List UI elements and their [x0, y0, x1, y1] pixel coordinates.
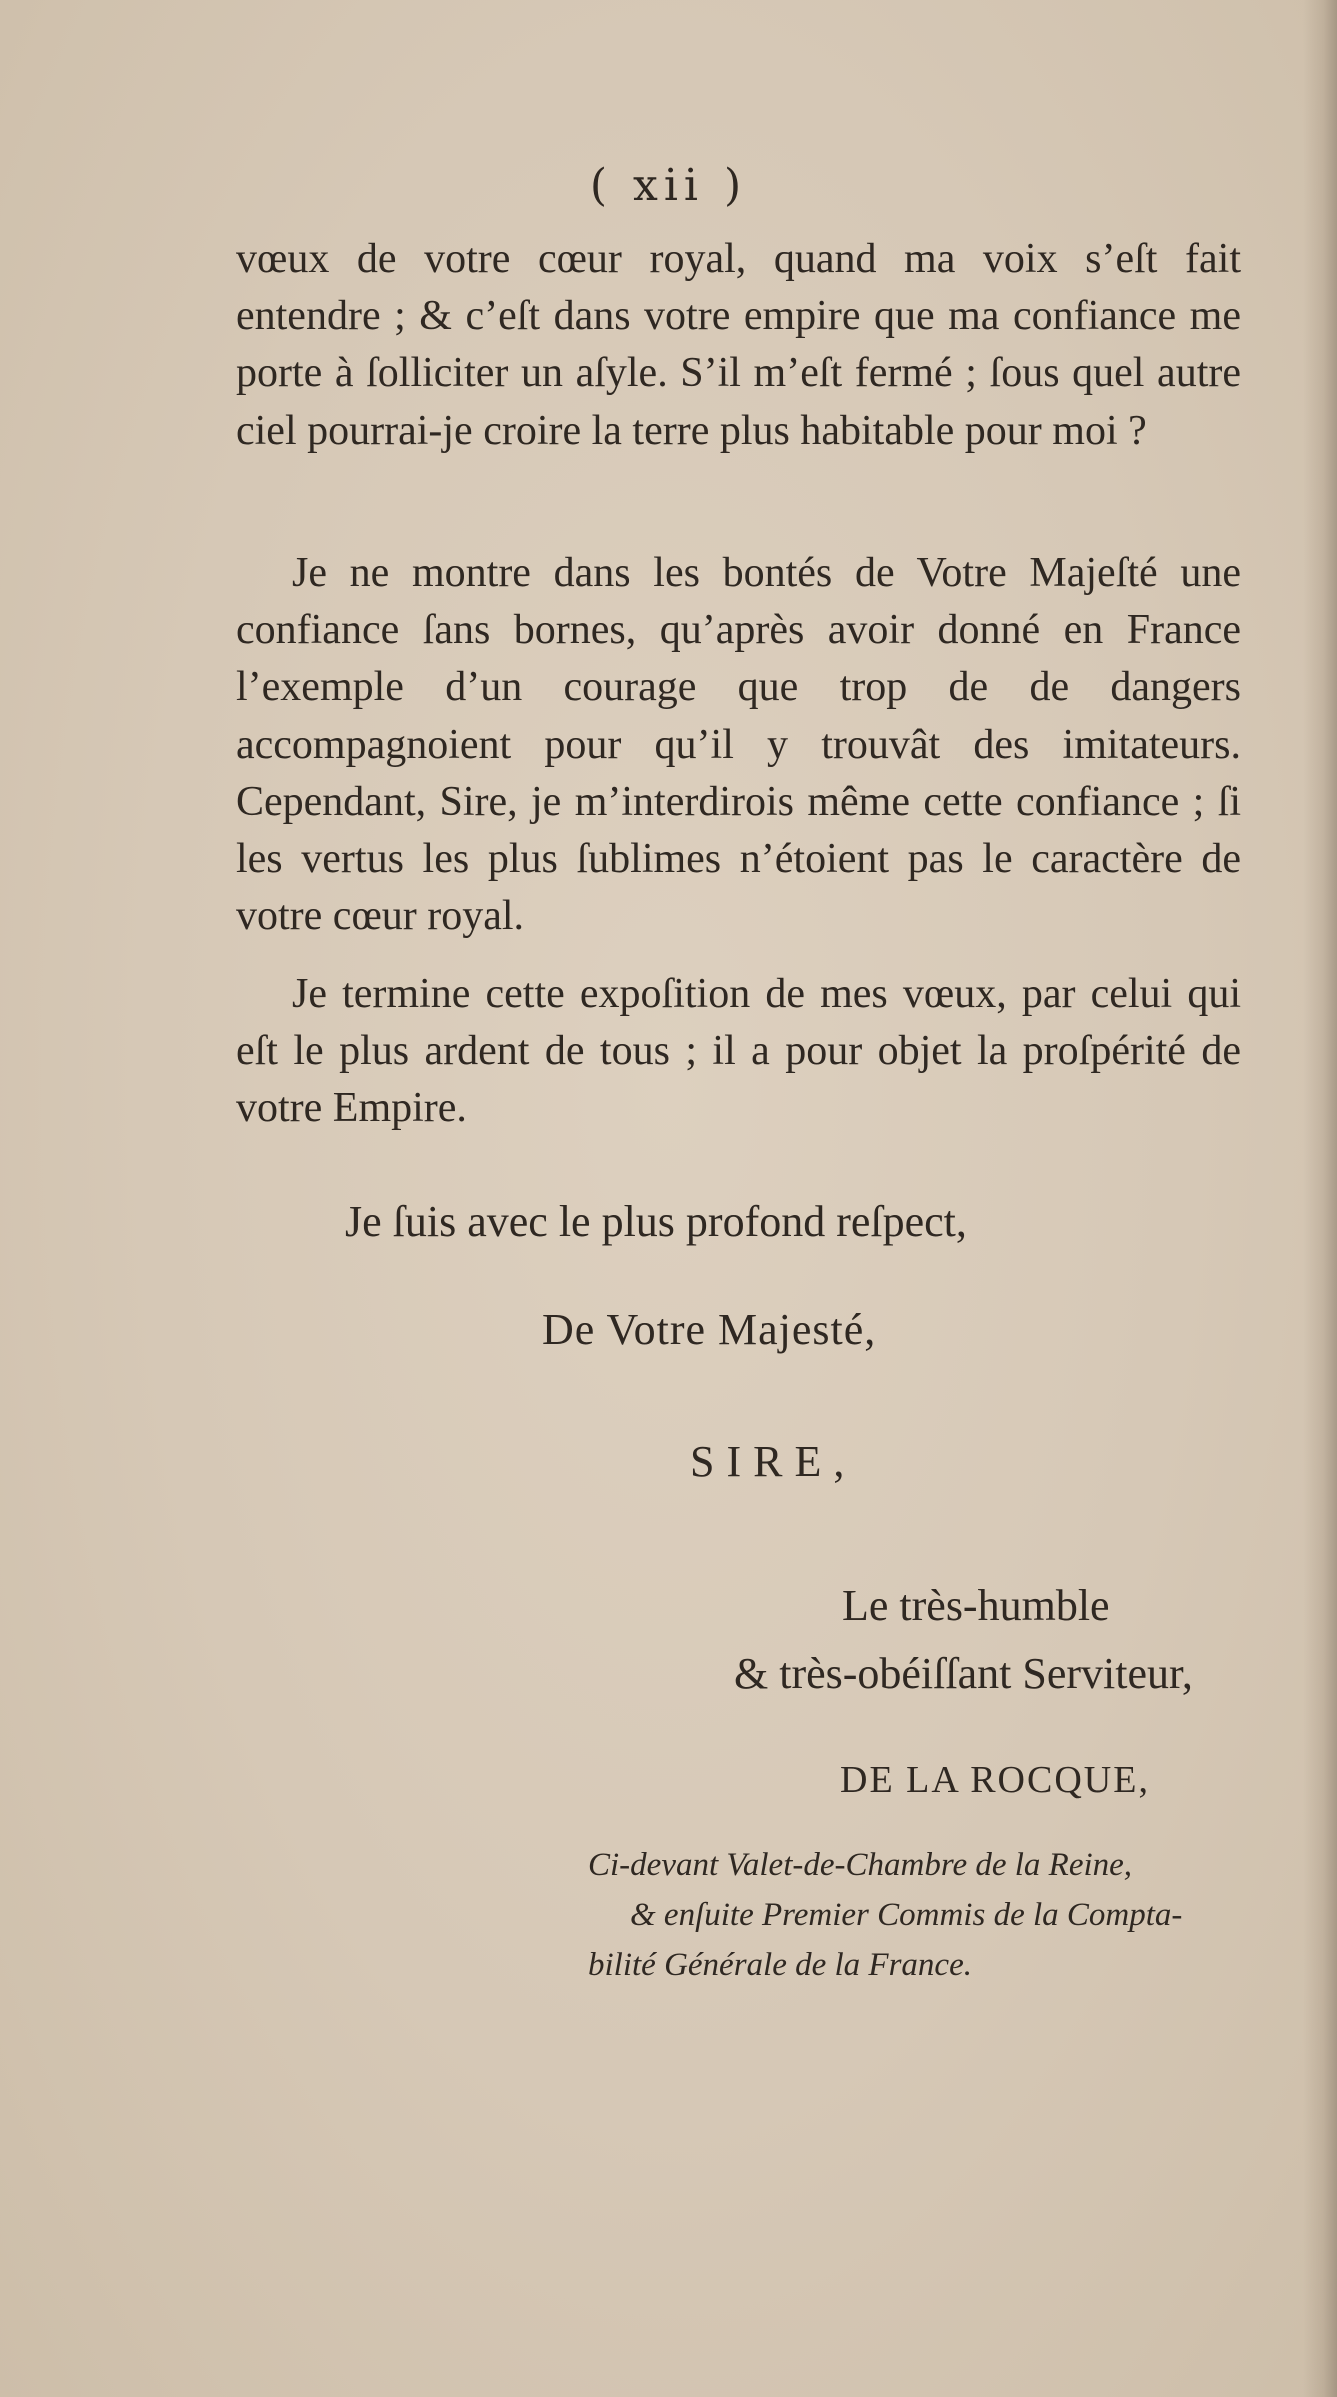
- servant-line-1: Le très-humble: [842, 1581, 1110, 1630]
- paragraph-3-text: Je termine cette expoſition de mes vœux, par celui qui eſt le plus ardent de tous ; il a pour objet la proſpérité de votre Empire.: [236, 971, 1241, 1132]
- author-title-line-2: & enſuite Premier Commis de la Compta-: [630, 1897, 1183, 1933]
- paragraph-2-text: Je ne montre dans les bontés de Votre Majeſté une confiance ſans bornes, qu’après avoir donné en France l’exemple d’un courage que trop de de dangers accompagnoient pour qu’il y trouvât des imitateurs. Cependant, Sire, je m’interdirois même cette confiance ; ſi les vertus les plus ſublimes n’étoient pas le caractère de votre cœur royal.: [236, 550, 1241, 940]
- page-edge-shadow: [1303, 0, 1337, 2397]
- paragraph-3: [236, 966, 1241, 1138]
- author-title-line-1: Ci-devant Valet-de-Chambre de la Reine,: [588, 1847, 1133, 1883]
- paragraph-1: [236, 231, 1241, 460]
- closing-majeste: De Votre Majesté,: [542, 1305, 877, 1354]
- paragraph-1-text: vœux de votre cœur royal, quand ma voix s’eſt fait entendre ; & c’eſt dans votre empire que ma confiance me porte à ſolliciter un aſyle. S’il m’eſt fermé ; ſous quel autre ciel pourrai-je croire la terre plus habitable pour moi ?: [236, 236, 1241, 454]
- author-titles: [588, 1840, 1288, 1990]
- author-signature: DE LA ROCQUE,: [840, 1759, 1150, 1801]
- page-number-header: ( xii ): [589, 160, 748, 211]
- author-title-line-3: bilité Générale de la France.: [588, 1947, 972, 1983]
- closing-sire: SIRE,: [690, 1437, 857, 1486]
- paragraph-2: [236, 545, 1241, 945]
- servant-line-2: & très-obéiſſant Serviteur,: [734, 1649, 1193, 1698]
- closing-respect: Je ſuis avec le plus profond reſpect,: [345, 1197, 967, 1246]
